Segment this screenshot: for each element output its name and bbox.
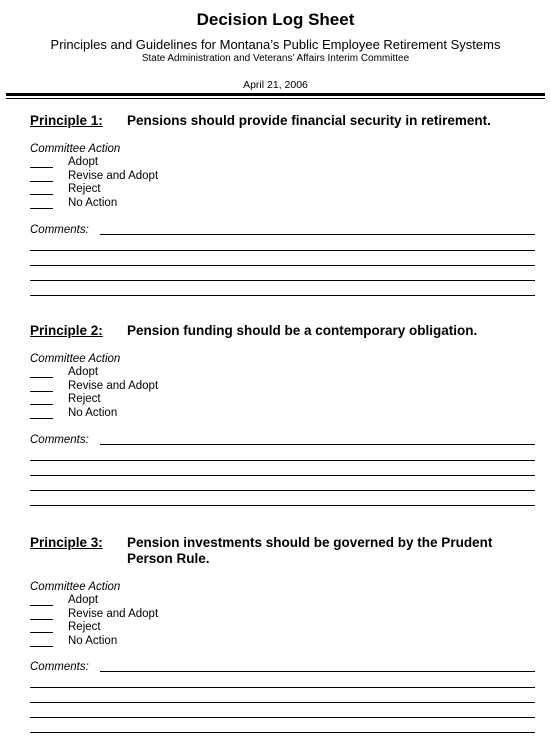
comment-line[interactable] (30, 717, 535, 718)
option-label: Adopt (68, 594, 99, 606)
committee-name: State Administration and Veterans’ Affairs Interim Committee (141, 53, 410, 64)
checkbox-blank[interactable] (30, 391, 53, 392)
option-adopt[interactable] (30, 594, 280, 607)
comment-line[interactable] (30, 475, 535, 476)
option-revise-and-adopt[interactable] (30, 380, 280, 393)
comment-line[interactable] (30, 490, 535, 491)
committee-action-label: Committee Action (30, 581, 121, 593)
document-date: April 21, 2006 (243, 79, 308, 91)
comment-line[interactable] (100, 671, 535, 672)
option-label: No Action (68, 407, 118, 419)
header-rule-thin (6, 98, 545, 99)
document-subtitle: Principles and Guidelines for Montana’s Public Employee Retirement Systems (50, 37, 501, 52)
comment-line[interactable] (30, 460, 535, 461)
comment-line[interactable] (30, 265, 535, 266)
comment-line[interactable] (100, 234, 535, 235)
option-no-action[interactable] (30, 635, 280, 648)
option-label: No Action (68, 635, 118, 647)
option-revise-and-adopt[interactable] (30, 170, 280, 183)
principle-text: Pension investments should be governed by the Prudent Person Rule. (127, 535, 493, 566)
comments-label: Comments: (30, 224, 89, 236)
comment-line[interactable] (30, 250, 535, 251)
option-adopt[interactable] (30, 156, 280, 169)
checkbox-blank[interactable] (30, 632, 53, 633)
committee-action-label: Committee Action (30, 143, 121, 155)
checkbox-blank[interactable] (30, 418, 53, 419)
checkbox-blank[interactable] (30, 167, 53, 168)
option-no-action[interactable] (30, 197, 280, 210)
principle-label: Principle 3: (30, 535, 103, 550)
option-reject[interactable] (30, 393, 280, 406)
checkbox-blank[interactable] (30, 194, 53, 195)
principle-label: Principle 1: (30, 113, 103, 128)
checkbox-blank[interactable] (30, 404, 53, 405)
comment-line[interactable] (30, 505, 535, 506)
document-title: Decision Log Sheet (196, 10, 355, 29)
comment-line[interactable] (30, 280, 535, 281)
principle-text: Pension funding should be a contemporary obligation. (127, 323, 478, 338)
option-label: Adopt (68, 366, 99, 378)
option-label: Revise and Adopt (68, 170, 159, 182)
comment-line[interactable] (30, 732, 535, 733)
header-rule-thick (6, 93, 545, 96)
option-adopt[interactable] (30, 366, 280, 379)
option-no-action[interactable] (30, 407, 280, 420)
comment-line[interactable] (30, 702, 535, 703)
committee-action-label: Committee Action (30, 353, 121, 365)
comments-label: Comments: (30, 434, 89, 446)
option-label: Reject (68, 183, 101, 195)
comment-line[interactable] (100, 444, 535, 445)
option-label: Revise and Adopt (68, 380, 159, 392)
option-label: Reject (68, 621, 101, 633)
checkbox-blank[interactable] (30, 377, 53, 378)
option-label: Reject (68, 393, 101, 405)
principle-text: Pensions should provide financial security in retirement. (127, 113, 491, 128)
option-label: No Action (68, 197, 118, 209)
comments-label: Comments: (30, 661, 89, 673)
option-label: Adopt (68, 156, 99, 168)
principle-label: Principle 2: (30, 323, 103, 338)
comment-line[interactable] (30, 295, 535, 296)
checkbox-blank[interactable] (30, 605, 53, 606)
checkbox-blank[interactable] (30, 619, 53, 620)
option-label: Revise and Adopt (68, 608, 159, 620)
option-reject[interactable] (30, 621, 280, 634)
comment-line[interactable] (30, 687, 535, 688)
checkbox-blank[interactable] (30, 208, 53, 209)
checkbox-blank[interactable] (30, 646, 53, 647)
checkbox-blank[interactable] (30, 181, 53, 182)
option-reject[interactable] (30, 183, 280, 196)
option-revise-and-adopt[interactable] (30, 608, 280, 621)
